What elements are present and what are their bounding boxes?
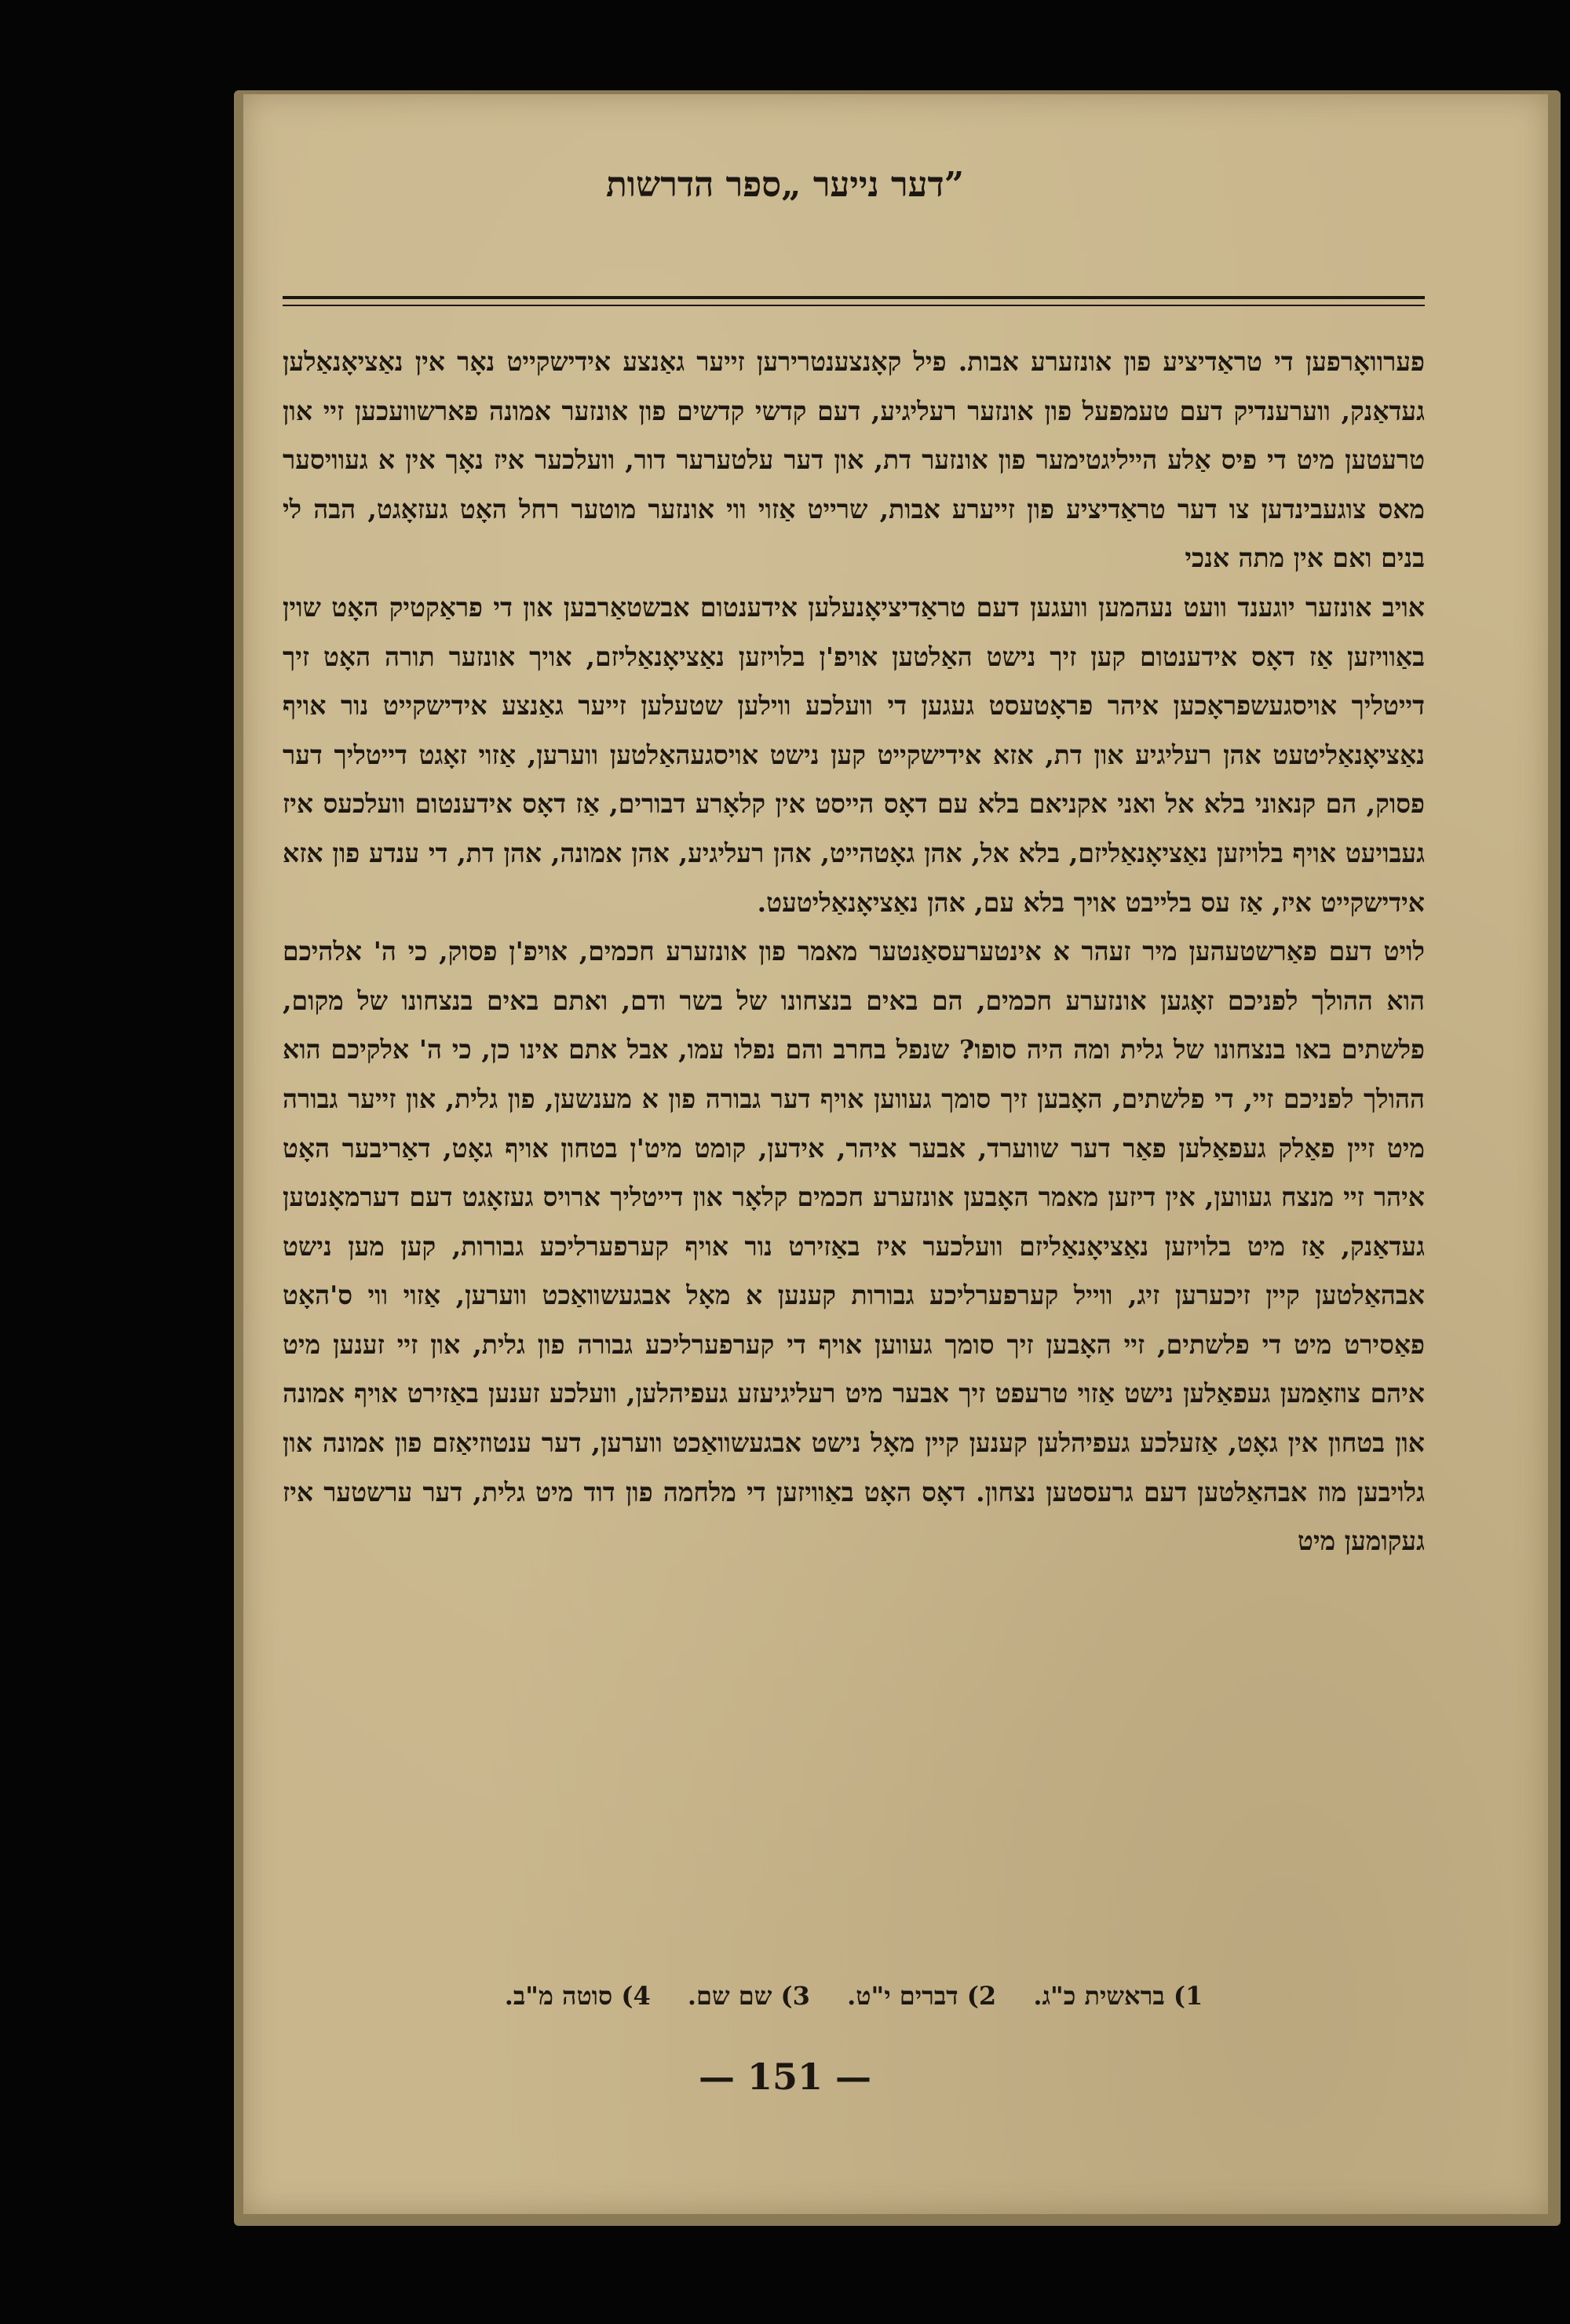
- header-rule-thin: [283, 305, 1425, 306]
- footnote: 1) בראשית כ"ג.: [1033, 1981, 1203, 2011]
- footnote: 3) שם שם.: [687, 1981, 810, 2011]
- footnote: 2) דברים י"ט.: [847, 1981, 997, 2011]
- footnotes: [283, 1981, 1425, 2011]
- paragraph-3: לויט דעם פאַרשטעהען מיר זעהר א אינטערעסאַנטער מאמר פון אונזערע חכמים, אויפ'ן פסוק, כי ה' אלהיכם הוא ההולך לפניכם זאָגען אונזערע חכמים, הם באים בנצחונו של בשר ודם, ואתם באים בנצחונו של מקום, פלשתים באו בנצחונו של גלית ומה היה סופו? שנפל בחרב והם נפלו עמו, אבל אתם אינו כן, כי ה' אלקיכם הוא ההולך לפניכם זיי, די פלשתים, האָבען זיך סומך געווען אויף דער גבורה פון א מענשען, פון גלית, און זייער גבורה מיט זיין פאַלק געפאַלען פאַר דער שווערד, אבער איהר, אידען, קומט מיט'ן בטחון אויף גאָט, דאַריבער האָט איהר זיי מנצח געווען, אין דיזען מאמר האָבען אונזערע חכמים קלאָר און דייטליך ארויס געזאָגט דעם דערמאָנטען געדאַנק, אַז מיט בלויזען נאַציאָנאַליזם וועלכער איז באַזירט נור אויף קערפערליכע גבורות, קען מען נישט אבהאַלטען קיין זיכערען זיג, ווייל קערפערליכע גבורות קענען א מאָל אבגעשוואַכט ווערען, אַזוי ווי ס'האָט פאַסירט מיט די פלשתים, זיי האָבען זיך סומך געווען אויף די קערפערליכע גבורה פון גלית, און זיי זענען מיט איהם צוזאַמען געפאַלען נישט אַזוי טרעפט זיך אבער מיט רעליגיעזע געפיהלען, וועלכע זענען באַזירט אויף אמונה און בטחון אין גאָט, אַזעלכע געפיהלען קענען קיין מאָל נישט אבגעשוואַכט ווערען, דער ענטוזיאַזם פון אמונה און גלויבען מוז אבהאַלטען דעם גרעסטען נצחון. דאָס האָט באַוויזען די מלחמה פון דוד מיט גלית, דער ערשטער איז געקומען מיט: [283, 936, 1425, 1557]
- paragraph-2: אויב אונזער יוגענד וועט נעהמען וועגען דעם טראַדיציאָנעלען אידענטום אבשטאַרבען און די פראַקטיק האָט שוין באַוויזען אַז דאָס אידענטום קען זיך נישט האַלטען אויפ'ן בלויזען נאַציאָנאַליזם, אויך אונזער תורה האָט זיך דייטליך אויסגעשפראָכען איהר פראָטעסט געגען די וועלכע ווילען שטעלען זייער גאַנצע אידישקייט נור אויף נאַציאָנאַליטעט אהן רעליגיע און דת, אזא אידישקייט קען נישט אויסגעהאַלטען ווערען, אַזוי זאָגט דייטליך דער פסוק, הם קנאוני בלא אל ואני אקניאם בלא עם דאָס הייסט אין קלאָרע דבורים, אַז דאָס אידענטום וועלכעס איז געבויעט אויף בלויזען נאַציאָנאַליזם, בלא אל, אהן גאָטהייט, אהן רעליגיע, אהן אמונה, אהן דת, די ענדע פון אזא אידישקייט איז, אַז עס בלייבט אויך בלא עם, אהן נאַציאָנאַליטעט.: [283, 591, 1425, 918]
- page-number: — 151 —: [698, 2055, 872, 2098]
- footnote: 4) סוטה מ"ב.: [504, 1981, 651, 2011]
- paragraph-1: פערוואָרפען די טראַדיציע פון אונזערע אבות. פיל קאָנצענטרירען זייער גאַנצע אידישקייט נאָר אין נאַציאָנאַלען געדאַנק, ווערענדיק דעם טעמפעל פון אונזער רעליגיע, דעם קדשי קדשים פון אונזער אמונה פארשוועכען זיי און טרעטען מיט די פיס אַלע הייליגטימער פון אונזער דת, און דער עלטערער דור, וועלכער איז נאָך אין א געוויסער מאס צוגעבינדען צו דער טראַדיציע פון זייערע אבות, שרייט אַזוי ווי אונזער מוטער רחל האָט געזאָגט, הבה לי בנים ואם אין מתה אנכי: [283, 346, 1425, 574]
- header-rule-thick: [283, 296, 1425, 299]
- body-text: [283, 338, 1425, 1566]
- running-header: דער נייער „ספר הדרשות”: [605, 165, 965, 205]
